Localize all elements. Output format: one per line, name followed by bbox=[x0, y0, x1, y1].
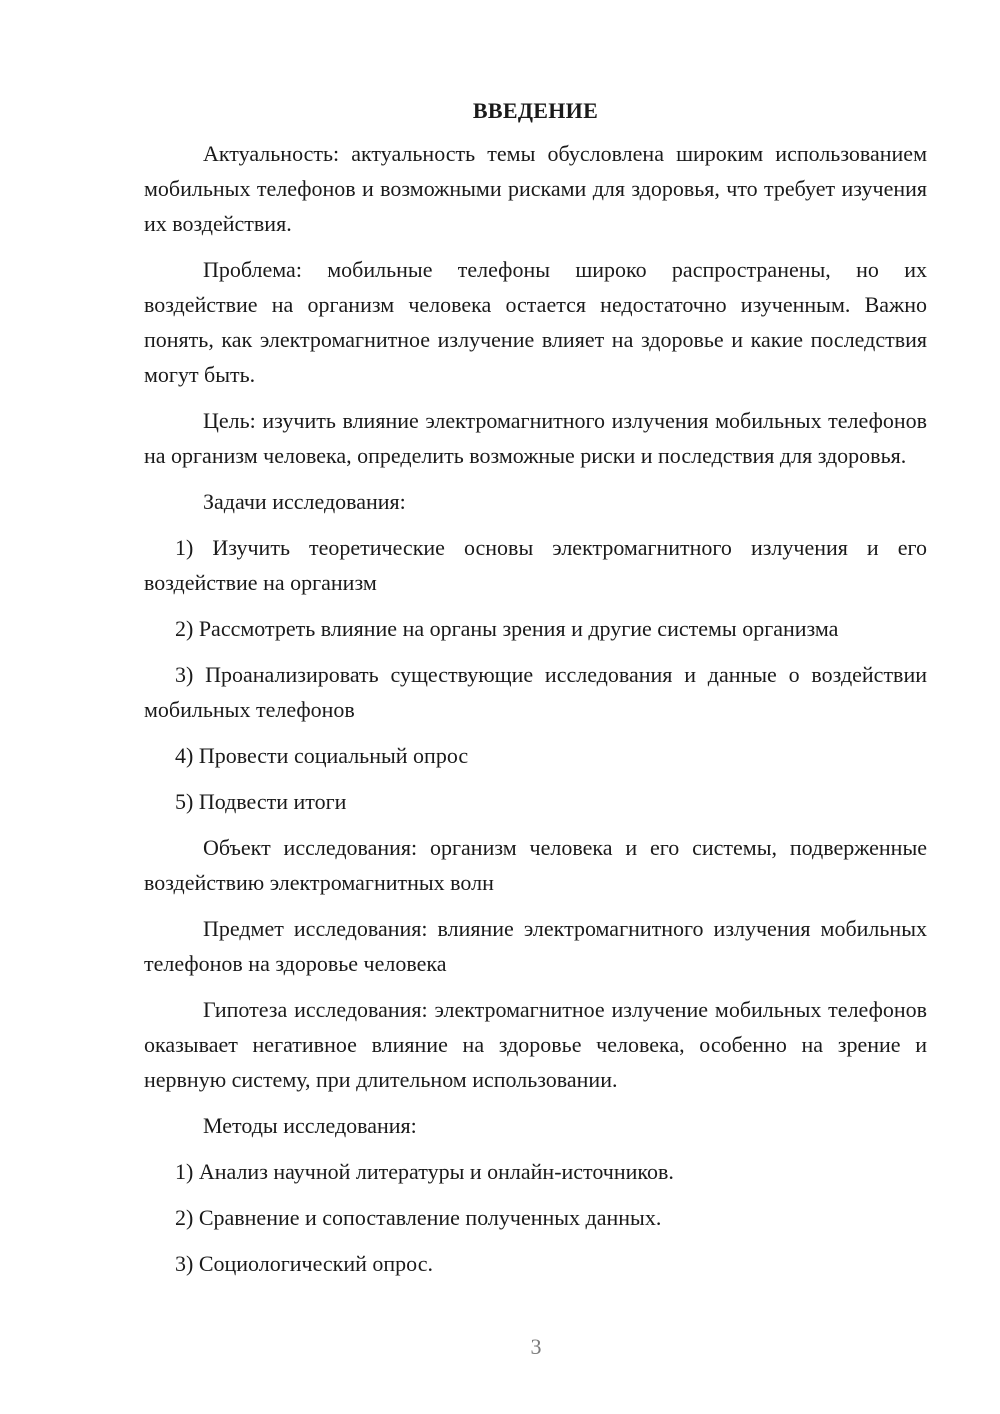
list-item-task-4: 4) Провести социальный опрос bbox=[175, 743, 469, 768]
page-content bbox=[144, 96, 927, 1292]
paragraph-subject: Предмет исследования: влияние электромагнитного излучения мобильных телефонов на здоровье человека bbox=[144, 916, 927, 976]
paragraph-object: Объект исследования: организм человека и его системы, подверженные воздействию электромагнитных волн bbox=[144, 835, 927, 895]
list-item-task-3: 3) Проанализировать существующие исследования и данные о воздействии мобильных телефонов bbox=[144, 662, 927, 722]
list-item-method-2: 2) Сравнение и сопоставление полученных данных. bbox=[175, 1205, 662, 1230]
list-item-method-3: 3) Социологический опрос. bbox=[175, 1251, 433, 1276]
paragraph-problem: Проблема: мобильные телефоны широко распространены, но их воздействие на организм человека остается недостаточно изученным. Важно понять, как электромагнитное излучение влияет на здоровье и какие последствия могут быть. bbox=[144, 257, 927, 387]
list-item-task-2: 2) Рассмотреть влияние на органы зрения и другие системы организма bbox=[175, 616, 839, 641]
page-title: ВВЕДЕНИЕ bbox=[472, 98, 599, 123]
list-item-task-5: 5) Подвести итоги bbox=[175, 789, 347, 814]
paragraph-tasks-heading: Задачи исследования: bbox=[203, 489, 406, 514]
paragraph-goal: Цель: изучить влияние электромагнитного излучения мобильных телефонов на организм человека, определить возможные риски и последствия для здоровья. bbox=[144, 408, 927, 468]
paragraph-hypothesis: Гипотеза исследования: электромагнитное излучение мобильных телефонов оказывает негативное влияние на здоровье человека, особенно на зрение и нервную систему, при длительном использовании. bbox=[144, 997, 927, 1092]
paragraph-methods-heading: Методы исследования: bbox=[203, 1113, 417, 1138]
paragraph-relevance: Актуальность: актуальность темы обусловлена широким использованием мобильных телефонов и возможными рисками для здоровья, что требует изучения их воздействия. bbox=[144, 141, 927, 236]
list-item-task-1: 1) Изучить теоретические основы электромагнитного излучения и его воздействие на организм bbox=[144, 535, 927, 595]
list-item-method-1: 1) Анализ научной литературы и онлайн-источников. bbox=[175, 1159, 674, 1184]
page-number: 3 bbox=[530, 1334, 542, 1359]
